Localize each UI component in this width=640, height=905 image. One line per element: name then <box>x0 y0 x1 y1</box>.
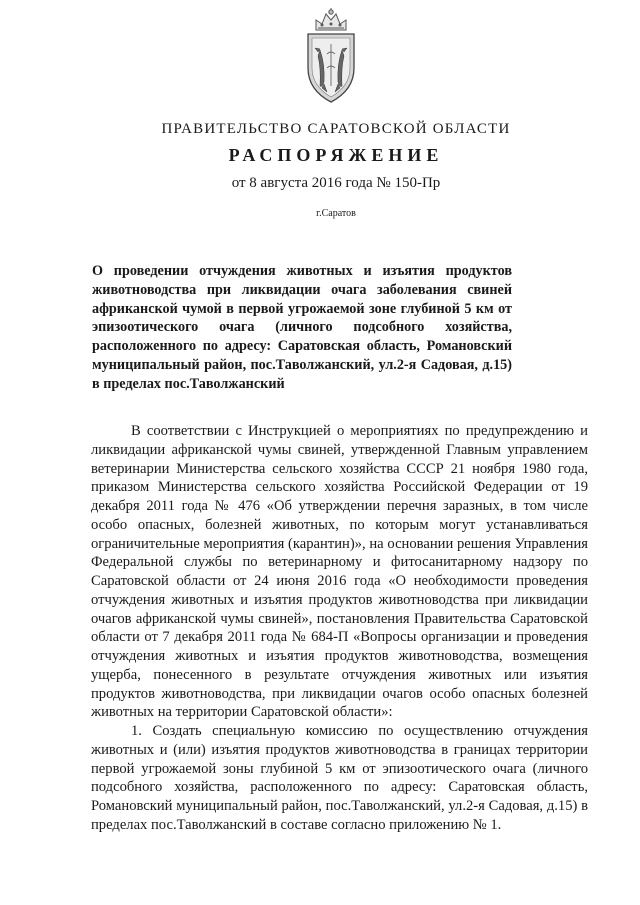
government-title: ПРАВИТЕЛЬСТВО САРАТОВСКОЙ ОБЛАСТИ <box>161 121 511 137</box>
document-city: г.Саратов <box>316 208 356 219</box>
document-subject: О проведении отчуждения животных и изъятия продуктов животноводства при ликвидации очага заболевания свиней африканской чумой в первой угрожаемой зоне глубиной 5 км от эпизоотического очага (личного подсобного хозяйства, расположенного по адресу: Саратовская область, Романовский муниципальный район, пос.Таволжанский, ул.2-я Садовая, д.15) в пределах пос.Таволжанский <box>92 263 512 392</box>
document-type: РАСПОРЯЖЕНИЕ <box>228 145 444 165</box>
preamble-paragraph: В соответствии с Инструкцией о мероприятиях по предупреждению и ликвидации африканской чумы свиней, утвержденной Главным управлением ветеринарии Министерства сельского хозяйства СССР 21 ноября 1980 года, приказом Министерства сельского хозяйства Российской Федерации от 19 декабря 2011 года № 476 «Об утверждении перечня заразных, в том числе особо опасных, болезней животных, по которым могут устанавливаться ограничительные мероприятия (карантин)», на основании решения Управления Федеральной службы по ветеринарному и фитосанитарному надзору по Саратовской области от 24 июня 2016 года «О необходимости проведения отчуждения животных и изъятия продуктов животноводства при ликвидации очагов африканской чумы свиней», постановления Правительства Саратовской области от 7 декабря 2011 года № 684-П «Вопросы организации и проведения отчуждения животных и изъятия продуктов животноводства, возмещения ущерба, понесенного в результате отчуждения животных или изъятия продуктов животноводства, при ликвидации очагов особо опасных болезней животных на территории Саратовской области»: <box>91 423 588 721</box>
document-date-number: от 8 августа 2016 года № 150-Пр <box>231 175 441 191</box>
coat-of-arms-emblem <box>298 6 364 106</box>
item-1-paragraph: 1. Создать специальную комиссию по осуществлению отчуждения животных и (или) изъятия продуктов животноводства в границах территории первой угрожаемой зоны глубиной 5 км от эпизоотического очага (личного подсобного хозяйства, расположенного по адресу: Саратовская область, Романовский муниципальный район, пос.Таволжанский, ул.2-я Садовая, д.15) в пределах пос.Таволжанский в составе согласно приложению № 1. <box>91 723 588 833</box>
document-body <box>91 422 588 835</box>
